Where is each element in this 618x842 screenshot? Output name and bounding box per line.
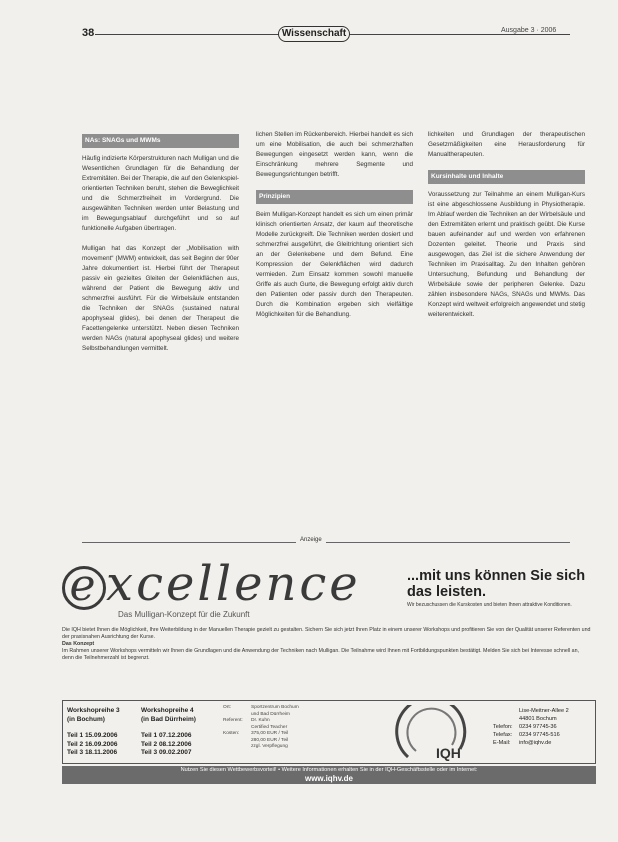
row-value: Lise-Meitner-Allee 2 [519, 708, 569, 714]
row-value: info@iqhv.de [519, 740, 552, 746]
workshop-date: Teil 1 07.12.2006 [141, 732, 192, 739]
workshop-title: Workshopreihe 3 [67, 707, 120, 714]
article-column-3 [428, 130, 585, 532]
excellence-logo [62, 556, 361, 612]
workshop-dates [141, 732, 196, 758]
intro-paragraph: Im Rahmen unserer Workshops vermitteln wir Ihnen die Grundlagen und die Anwendung der Techniken nach Mulligan. Die Teilnahme wird Ihnen mit Fortbildungspunkten bestätigt. Melden Sie sich bei Interesse schnell an, denn die Teilnehmerzahl ist begrenzt. [62, 648, 580, 661]
row-value: 280,00 EUR / Teil [251, 737, 289, 743]
paragraph: lichkeiten und Grundlagen der therapeutischen Gesetzmäßigkeiten eine Herausforderung für Manualtherapeuten. [428, 131, 585, 158]
workshop-series-3 [67, 707, 120, 758]
intro-paragraph: Die IQH bietet Ihnen die Möglichkeit, Ihre Weiterbildung in der Manuellen Therapie gezielt zu gestalten. Sichern Sie sich jetzt Ihren Platz in einem unserer Workshops und profitieren Sie von der Qualität unserer Referenten und der praxisnahen Ausrichtung der Kurse. [62, 627, 591, 640]
paragraph: Beim Mulligan-Konzept handelt es sich um einen primär klinisch orientierten Ansatz, der kaum auf theoretische Modelle zurückgreift. Die Techniken werden dosiert und schmerzfrei ausgeführt, die Gleitrichtung orientiert sich an der Gelenkebene und dem Befund. Eine Kompression der Gelenkflächen wird dadurch vermieden. Zum Einsatz kommen sowohl manuelle Griffe als auch Gurte, die Bewegung erfolgt aktiv durch den Patienten oder passiv durch den Therapeuten. Durch die Kombination ergeben sich vielfältige Möglichkeiten für die Behandlung. [256, 211, 413, 318]
column-heading: NAs: SNAGs und MWMs [82, 134, 239, 148]
row-value: Certified Teacher [251, 724, 288, 730]
logo-text: xcellence [106, 556, 361, 612]
logo-initial: e [62, 566, 106, 610]
row-key: Ort: [223, 705, 231, 710]
row-key: Kosten: [223, 731, 240, 736]
ad-divider [82, 542, 570, 543]
workshop-location: (in Bochum) [67, 715, 105, 723]
contact-row [493, 739, 569, 747]
contact-info [493, 707, 569, 747]
row-value: zzgl. Verpflegung [251, 744, 288, 749]
workshop-details [223, 705, 373, 751]
logo-subtitle: Das Mulligan-Konzept für die Zukunft [118, 610, 250, 619]
row-value: 44801 Bochum [519, 716, 557, 722]
footer-text: Nutzen Sie diesen Wettbewerbsvorteil! • Weitere Informationen erhalten Sie in der IQH-Geschäftsstelle oder im Internet: [180, 767, 478, 773]
row-value: Sportzentrum Bochum [251, 705, 299, 710]
contact-row [493, 723, 569, 731]
paragraph: lichen Stellen im Rückenbereich. Hierbei handelt es sich um eine Mobilisation, die auch bei schmerzhaften Bewegungen eingesetzt werden kann, wenn die Einschränkung mehrere Segmente und Bewegungsrichtungen betrifft. [256, 131, 413, 178]
workshop-location: (in Bad Dürrheim) [141, 715, 196, 723]
page-header [0, 0, 618, 60]
ad-slogan-subtext: Wir bezuschussen die Kurskosten und bieten Ihnen attraktive Konditionen. [407, 602, 572, 608]
column-heading: Kursinhalte und Inhalte [428, 170, 585, 184]
ad-label: Anzeige [296, 537, 326, 543]
row-key: Telefon: [493, 724, 513, 730]
row-key [493, 715, 519, 723]
footer-url-link[interactable]: www.iqhv.de [304, 774, 353, 783]
workshop-dates [67, 732, 120, 758]
intro-subheading: Das Konzept [62, 641, 95, 647]
iqh-logo-text: IQH [436, 745, 461, 761]
row-value: 375,00 EUR / Teil [251, 731, 289, 736]
ad-footer-band [62, 766, 596, 784]
ad-intro [62, 627, 592, 662]
contact-row [493, 707, 569, 715]
paragraph: Mulligan hat das Konzept der „Mobilisation with movement“ (MWM) entwickelt, das seit Beginn der 90er Jahre dokumentiert ist. Hierbei führt der Therapeut passiv ein gezieltes Gleiten der Gelenkflächen aus, während der Patient die Bewegung aktiv und schmerzfrei ausführt. Für die Wirbelsäule entstanden die Techniken der SNAGs (sustained natural apophyseal glides), bei denen der Therapeut die Facettengelenke unterstützt. Neben diesen Techniken werden NAGs (natural apophyseal glides) und weitere Selbstbehandlungen vermittelt. [82, 245, 239, 352]
row-value: 0234 97745-36 [519, 724, 557, 730]
workshop-date: Teil 1 15.09.2006 [67, 732, 118, 739]
workshop-date: Teil 3 18.11.2006 [67, 749, 118, 756]
workshop-series-4 [141, 707, 196, 758]
row-key: Referent: [223, 718, 243, 723]
row-key: E-Mail: [493, 740, 511, 746]
row-key [223, 744, 251, 751]
workshop-date: Teil 3 09.02.2007 [141, 749, 192, 756]
row-key: Telefax: [493, 732, 513, 738]
row-key [493, 707, 519, 715]
paragraph: Häufig indizierte Körperstrukturen nach Mulligan und die Wesentlichen Grundlagen für die Behandlung der Extremitäten. Bei der Therapie, die auf den Gelenkspiel-orientierten Techniken beruht, stehen die Beweglichkeit und die Schmerzfreiheit im Vordergrund. Die ausgewählten Techniken werden unter Belastung und im Bewegungsablauf durchgeführt und so auf funktionelle Aufgaben übertragen. [82, 155, 239, 232]
detail-row [223, 744, 373, 751]
contact-row [493, 731, 569, 739]
page-number: 38 [82, 27, 95, 39]
workshop-date: Teil 2 08.12.2006 [141, 740, 192, 748]
article-column-1 [82, 130, 239, 532]
issue-label: Ausgabe 3 · 2006 [498, 27, 559, 34]
row-value: 0234 97745-516 [519, 732, 560, 738]
workshop-date: Teil 2 16.09.2006 [67, 740, 118, 748]
workshop-title: Workshopreihe 4 [141, 707, 194, 714]
advertisement [62, 552, 596, 842]
workshop-box [62, 700, 596, 764]
column-heading: Prinzipien [256, 190, 413, 204]
ad-slogan: ...mit uns können Sie sich das leisten. [407, 568, 586, 600]
section-title: Wissenschaft [278, 26, 350, 42]
article-body [82, 130, 587, 532]
row-value: Dr. Kuhn [251, 718, 270, 723]
article-column-2 [256, 130, 413, 532]
row-value: und Bad Dürrheim [251, 711, 290, 717]
paragraph: Voraussetzung zur Teilnahme an einem Mulligan-Kurs ist eine abgeschlossene Ausbildung in Physiotherapie. Im Ablauf werden die Techniken an der Wirbelsäule und den Extremitäten erlernt und praktisch geübt. Die Kurse bauen aufeinander auf und werden von erfahrenen Dozenten geleitet. Theorie und Praxis sind ausgewogen, das Ziel ist die sichere Anwendung der Techniken im Praxisalltag. Zu den Inhalten gehören Untersuchung, Befundung und Behandlung der Wirbelsäule sowie der peripheren Gelenke. Dazu zählen insbesondere NAGs, SNAGs und MWMs. Das Konzept wird weltweit erfolgreich angewendet und stetig weiterentwickelt. [428, 191, 585, 318]
contact-row [493, 715, 569, 723]
